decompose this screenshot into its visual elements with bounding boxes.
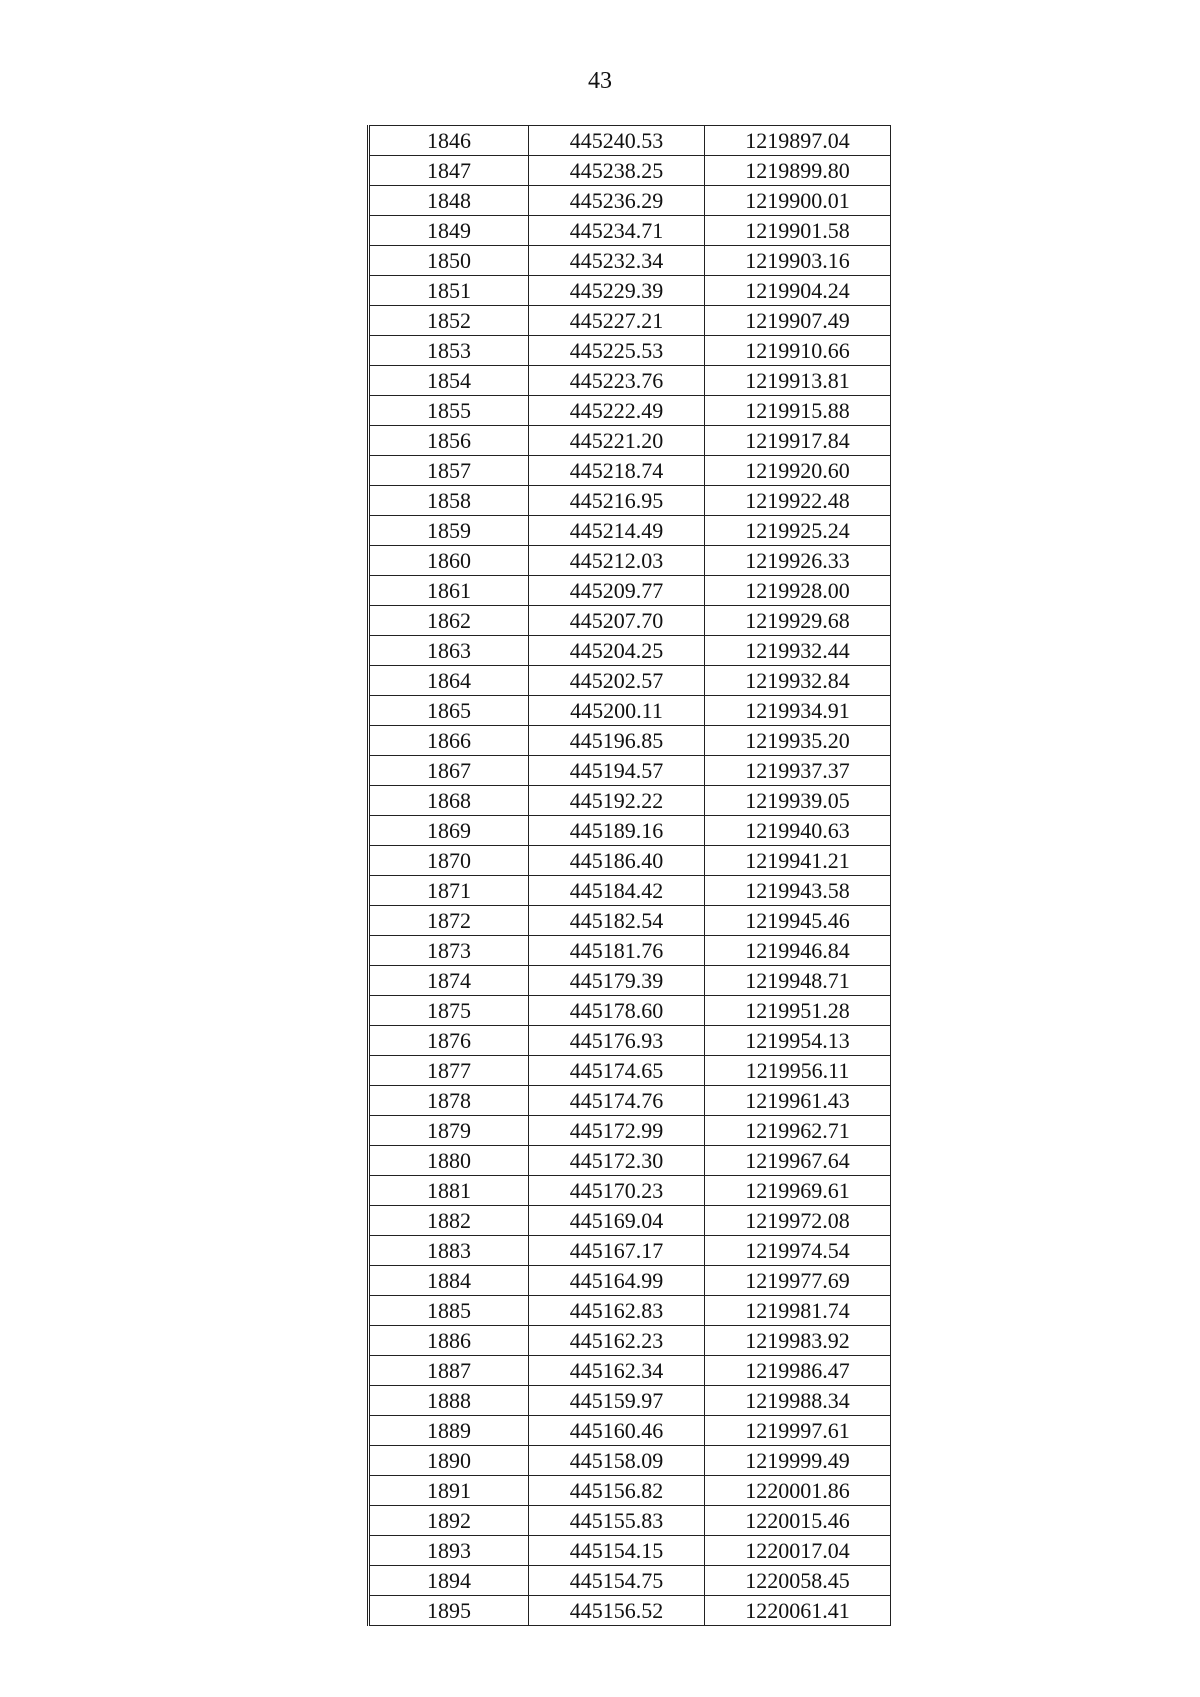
y-coordinate-cell: 1220017.04 <box>705 1536 891 1566</box>
table-row <box>369 1296 891 1326</box>
y-coordinate-cell: 1219977.69 <box>705 1266 891 1296</box>
y-coordinate-cell: 1219920.60 <box>705 456 891 486</box>
point-number-cell: 1864 <box>369 666 529 696</box>
table-row <box>369 1476 891 1506</box>
x-coordinate-cell: 445174.65 <box>529 1056 705 1086</box>
table-row <box>369 876 891 906</box>
x-coordinate-cell: 445162.83 <box>529 1296 705 1326</box>
table-row <box>369 216 891 246</box>
table-row <box>369 1206 891 1236</box>
table-row <box>369 936 891 966</box>
point-number-cell: 1891 <box>369 1476 529 1506</box>
y-coordinate-cell: 1220061.41 <box>705 1596 891 1626</box>
y-coordinate-cell: 1219956.11 <box>705 1056 891 1086</box>
x-coordinate-cell: 445189.16 <box>529 816 705 846</box>
table-row <box>369 726 891 756</box>
table-row <box>369 426 891 456</box>
point-number-cell: 1894 <box>369 1566 529 1596</box>
x-coordinate-cell: 445172.30 <box>529 1146 705 1176</box>
x-coordinate-cell: 445169.04 <box>529 1206 705 1236</box>
table-row <box>369 846 891 876</box>
point-number-cell: 1873 <box>369 936 529 966</box>
x-coordinate-cell: 445164.99 <box>529 1266 705 1296</box>
y-coordinate-cell: 1219901.58 <box>705 216 891 246</box>
x-coordinate-cell: 445238.25 <box>529 156 705 186</box>
table-row <box>369 1416 891 1446</box>
point-number-cell: 1882 <box>369 1206 529 1236</box>
table-row <box>369 126 891 156</box>
y-coordinate-cell: 1219928.00 <box>705 576 891 606</box>
table-row <box>369 366 891 396</box>
x-coordinate-cell: 445158.09 <box>529 1446 705 1476</box>
point-number-cell: 1860 <box>369 546 529 576</box>
point-number-cell: 1861 <box>369 576 529 606</box>
y-coordinate-cell: 1219988.34 <box>705 1386 891 1416</box>
x-coordinate-cell: 445194.57 <box>529 756 705 786</box>
y-coordinate-cell: 1219954.13 <box>705 1026 891 1056</box>
y-coordinate-cell: 1219899.80 <box>705 156 891 186</box>
point-number-cell: 1870 <box>369 846 529 876</box>
point-number-cell: 1884 <box>369 1266 529 1296</box>
point-number-cell: 1854 <box>369 366 529 396</box>
table-row <box>369 1116 891 1146</box>
x-coordinate-cell: 445156.52 <box>529 1596 705 1626</box>
point-number-cell: 1877 <box>369 1056 529 1086</box>
x-coordinate-cell: 445186.40 <box>529 846 705 876</box>
table-row <box>369 1356 891 1386</box>
table-row <box>369 1506 891 1536</box>
x-coordinate-cell: 445154.15 <box>529 1536 705 1566</box>
y-coordinate-cell: 1219940.63 <box>705 816 891 846</box>
point-number-cell: 1869 <box>369 816 529 846</box>
y-coordinate-cell: 1219926.33 <box>705 546 891 576</box>
y-coordinate-cell: 1220015.46 <box>705 1506 891 1536</box>
x-coordinate-cell: 445176.93 <box>529 1026 705 1056</box>
x-coordinate-cell: 445209.77 <box>529 576 705 606</box>
x-coordinate-cell: 445172.99 <box>529 1116 705 1146</box>
point-number-cell: 1866 <box>369 726 529 756</box>
y-coordinate-cell: 1219915.88 <box>705 396 891 426</box>
y-coordinate-cell: 1220001.86 <box>705 1476 891 1506</box>
point-number-cell: 1889 <box>369 1416 529 1446</box>
y-coordinate-cell: 1219972.08 <box>705 1206 891 1236</box>
y-coordinate-cell: 1219907.49 <box>705 306 891 336</box>
table-row <box>369 576 891 606</box>
table-row <box>369 996 891 1026</box>
table-row <box>369 486 891 516</box>
table-row <box>369 1086 891 1116</box>
y-coordinate-cell: 1219897.04 <box>705 126 891 156</box>
table-row <box>369 966 891 996</box>
y-coordinate-cell: 1219929.68 <box>705 606 891 636</box>
y-coordinate-cell: 1219967.64 <box>705 1146 891 1176</box>
x-coordinate-cell: 445160.46 <box>529 1416 705 1446</box>
x-coordinate-cell: 445162.23 <box>529 1326 705 1356</box>
table-row <box>369 396 891 426</box>
point-number-cell: 1853 <box>369 336 529 366</box>
point-number-cell: 1868 <box>369 786 529 816</box>
point-number-cell: 1878 <box>369 1086 529 1116</box>
point-number-cell: 1885 <box>369 1296 529 1326</box>
table-row <box>369 276 891 306</box>
point-number-cell: 1879 <box>369 1116 529 1146</box>
y-coordinate-cell: 1219934.91 <box>705 696 891 726</box>
y-coordinate-cell: 1219983.92 <box>705 1326 891 1356</box>
table-row <box>369 306 891 336</box>
point-number-cell: 1851 <box>369 276 529 306</box>
y-coordinate-cell: 1219961.43 <box>705 1086 891 1116</box>
x-coordinate-cell: 445154.75 <box>529 1566 705 1596</box>
y-coordinate-cell: 1219900.01 <box>705 186 891 216</box>
point-number-cell: 1850 <box>369 246 529 276</box>
table-row <box>369 1176 891 1206</box>
y-coordinate-cell: 1219922.48 <box>705 486 891 516</box>
y-coordinate-cell: 1219941.21 <box>705 846 891 876</box>
x-coordinate-cell: 445234.71 <box>529 216 705 246</box>
table-row <box>369 1596 891 1626</box>
x-coordinate-cell: 445218.74 <box>529 456 705 486</box>
point-number-cell: 1856 <box>369 426 529 456</box>
y-coordinate-cell: 1219910.66 <box>705 336 891 366</box>
table-row <box>369 1566 891 1596</box>
x-coordinate-cell: 445232.34 <box>529 246 705 276</box>
table-row <box>369 606 891 636</box>
table-row <box>369 1266 891 1296</box>
table-row <box>369 1446 891 1476</box>
x-coordinate-cell: 445155.83 <box>529 1506 705 1536</box>
table-row <box>369 336 891 366</box>
point-number-cell: 1848 <box>369 186 529 216</box>
y-coordinate-cell: 1219946.84 <box>705 936 891 966</box>
table-row <box>369 156 891 186</box>
table-row <box>369 1536 891 1566</box>
point-number-cell: 1872 <box>369 906 529 936</box>
x-coordinate-cell: 445156.82 <box>529 1476 705 1506</box>
coordinates-table <box>367 125 891 1626</box>
x-coordinate-cell: 445236.29 <box>529 186 705 216</box>
x-coordinate-cell: 445162.34 <box>529 1356 705 1386</box>
table-row <box>369 636 891 666</box>
x-coordinate-cell: 445204.25 <box>529 636 705 666</box>
y-coordinate-cell: 1219969.61 <box>705 1176 891 1206</box>
point-number-cell: 1892 <box>369 1506 529 1536</box>
x-coordinate-cell: 445223.76 <box>529 366 705 396</box>
point-number-cell: 1857 <box>369 456 529 486</box>
x-coordinate-cell: 445181.76 <box>529 936 705 966</box>
point-number-cell: 1849 <box>369 216 529 246</box>
table-row <box>369 516 891 546</box>
point-number-cell: 1858 <box>369 486 529 516</box>
point-number-cell: 1875 <box>369 996 529 1026</box>
table-row <box>369 456 891 486</box>
x-coordinate-cell: 445207.70 <box>529 606 705 636</box>
point-number-cell: 1893 <box>369 1536 529 1566</box>
x-coordinate-cell: 445159.97 <box>529 1386 705 1416</box>
x-coordinate-cell: 445192.22 <box>529 786 705 816</box>
point-number-cell: 1888 <box>369 1386 529 1416</box>
x-coordinate-cell: 445200.11 <box>529 696 705 726</box>
x-coordinate-cell: 445174.76 <box>529 1086 705 1116</box>
point-number-cell: 1846 <box>369 126 529 156</box>
point-number-cell: 1883 <box>369 1236 529 1266</box>
y-coordinate-cell: 1219939.05 <box>705 786 891 816</box>
page-number: 43 <box>588 68 612 94</box>
point-number-cell: 1865 <box>369 696 529 726</box>
table-row <box>369 1146 891 1176</box>
y-coordinate-cell: 1219935.20 <box>705 726 891 756</box>
x-coordinate-cell: 445178.60 <box>529 996 705 1026</box>
point-number-cell: 1887 <box>369 1356 529 1386</box>
y-coordinate-cell: 1219999.49 <box>705 1446 891 1476</box>
x-coordinate-cell: 445214.49 <box>529 516 705 546</box>
point-number-cell: 1852 <box>369 306 529 336</box>
point-number-cell: 1847 <box>369 156 529 186</box>
x-coordinate-cell: 445196.85 <box>529 726 705 756</box>
point-number-cell: 1867 <box>369 756 529 786</box>
table-row <box>369 1236 891 1266</box>
x-coordinate-cell: 445182.54 <box>529 906 705 936</box>
table-row <box>369 786 891 816</box>
table-row <box>369 1326 891 1356</box>
table-row <box>369 246 891 276</box>
y-coordinate-cell: 1219948.71 <box>705 966 891 996</box>
y-coordinate-cell: 1219997.61 <box>705 1416 891 1446</box>
x-coordinate-cell: 445221.20 <box>529 426 705 456</box>
point-number-cell: 1881 <box>369 1176 529 1206</box>
point-number-cell: 1862 <box>369 606 529 636</box>
table-row <box>369 1386 891 1416</box>
y-coordinate-cell: 1219974.54 <box>705 1236 891 1266</box>
x-coordinate-cell: 445222.49 <box>529 396 705 426</box>
y-coordinate-cell: 1219986.47 <box>705 1356 891 1386</box>
point-number-cell: 1880 <box>369 1146 529 1176</box>
y-coordinate-cell: 1219962.71 <box>705 1116 891 1146</box>
point-number-cell: 1871 <box>369 876 529 906</box>
y-coordinate-cell: 1219904.24 <box>705 276 891 306</box>
x-coordinate-cell: 445212.03 <box>529 546 705 576</box>
point-number-cell: 1859 <box>369 516 529 546</box>
x-coordinate-cell: 445179.39 <box>529 966 705 996</box>
point-number-cell: 1890 <box>369 1446 529 1476</box>
table-row <box>369 1026 891 1056</box>
y-coordinate-cell: 1219943.58 <box>705 876 891 906</box>
x-coordinate-cell: 445216.95 <box>529 486 705 516</box>
point-number-cell: 1895 <box>369 1596 529 1626</box>
x-coordinate-cell: 445227.21 <box>529 306 705 336</box>
x-coordinate-cell: 445225.53 <box>529 336 705 366</box>
y-coordinate-cell: 1220058.45 <box>705 1566 891 1596</box>
table-row <box>369 186 891 216</box>
table-row <box>369 906 891 936</box>
y-coordinate-cell: 1219932.44 <box>705 636 891 666</box>
table-row <box>369 696 891 726</box>
point-number-cell: 1855 <box>369 396 529 426</box>
x-coordinate-cell: 445170.23 <box>529 1176 705 1206</box>
point-number-cell: 1874 <box>369 966 529 996</box>
y-coordinate-cell: 1219903.16 <box>705 246 891 276</box>
y-coordinate-cell: 1219917.84 <box>705 426 891 456</box>
x-coordinate-cell: 445240.53 <box>529 126 705 156</box>
point-number-cell: 1876 <box>369 1026 529 1056</box>
table-row <box>369 816 891 846</box>
y-coordinate-cell: 1219925.24 <box>705 516 891 546</box>
x-coordinate-cell: 445202.57 <box>529 666 705 696</box>
table-row <box>369 546 891 576</box>
point-number-cell: 1886 <box>369 1326 529 1356</box>
point-number-cell: 1863 <box>369 636 529 666</box>
x-coordinate-cell: 445184.42 <box>529 876 705 906</box>
table-row <box>369 1056 891 1086</box>
y-coordinate-cell: 1219913.81 <box>705 366 891 396</box>
x-coordinate-cell: 445167.17 <box>529 1236 705 1266</box>
y-coordinate-cell: 1219981.74 <box>705 1296 891 1326</box>
x-coordinate-cell: 445229.39 <box>529 276 705 306</box>
table-row <box>369 756 891 786</box>
y-coordinate-cell: 1219937.37 <box>705 756 891 786</box>
y-coordinate-cell: 1219932.84 <box>705 666 891 696</box>
y-coordinate-cell: 1219945.46 <box>705 906 891 936</box>
table-row <box>369 666 891 696</box>
coordinates-table-body <box>369 126 891 1626</box>
y-coordinate-cell: 1219951.28 <box>705 996 891 1026</box>
